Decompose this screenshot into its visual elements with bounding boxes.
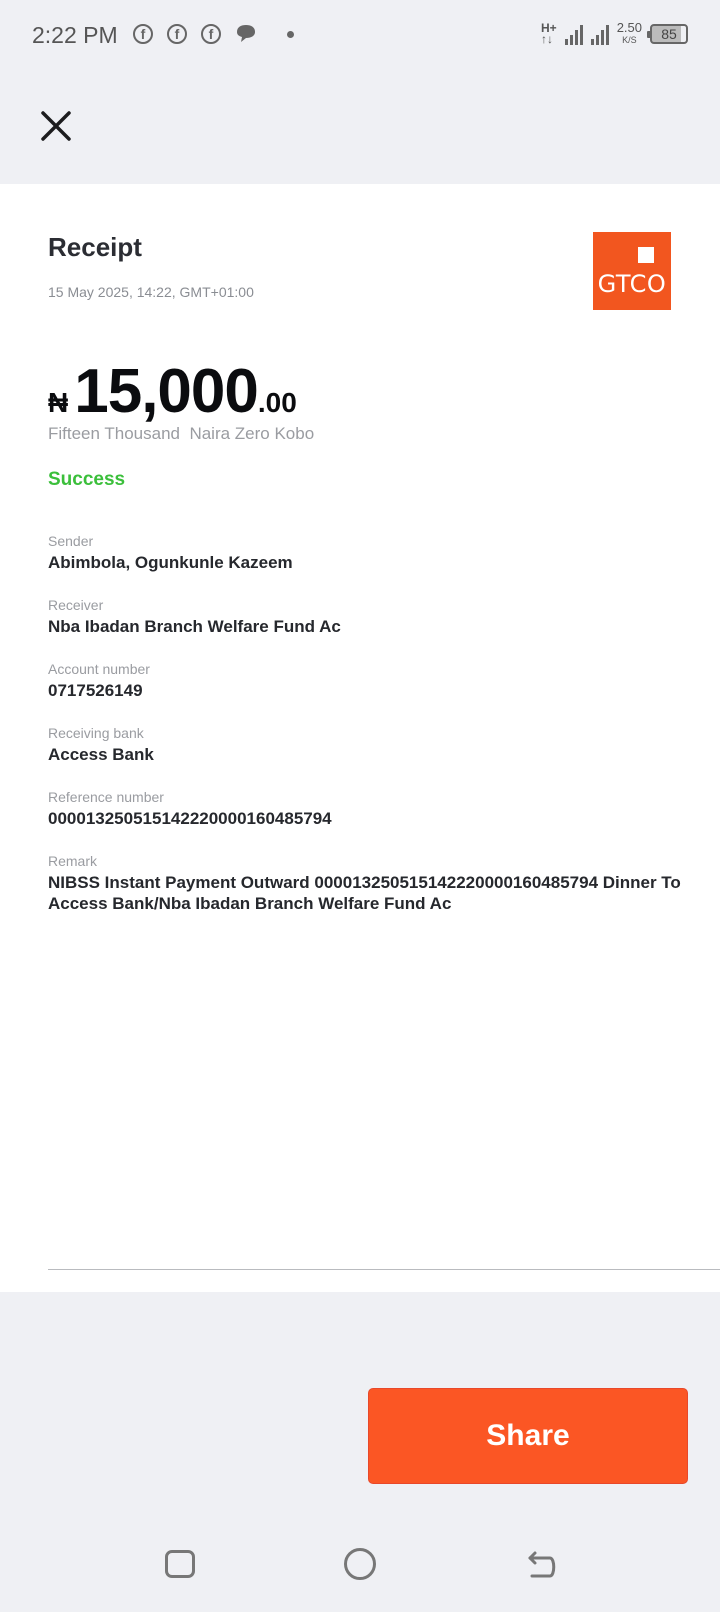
divider (48, 1269, 720, 1270)
field-value: 000013250515142220000160485794 (48, 809, 332, 828)
field-label: Remark (48, 853, 98, 869)
field-label: Reference number (48, 789, 164, 805)
field-sender (48, 530, 716, 594)
home-icon[interactable] (344, 1548, 376, 1580)
more-notifications-dot-icon (287, 31, 294, 38)
network-type (541, 23, 557, 45)
battery-level: 85 (661, 26, 677, 42)
receipt-title: Receipt (48, 232, 142, 262)
battery-icon (650, 24, 688, 44)
navigation-bar (0, 1530, 720, 1600)
field-account-number (48, 658, 716, 722)
transaction-details (48, 530, 716, 914)
field-label: Account number (48, 661, 150, 677)
network-speed-unit: K/S (622, 35, 637, 45)
field-value: Abimbola, Ogunkunle Kazeem (48, 553, 293, 572)
currency-symbol: ₦ (48, 387, 69, 418)
amount-decimal: .00 (257, 387, 297, 418)
field-label: Receiving bank (48, 725, 144, 741)
signal-strength-icon (565, 23, 583, 45)
network-speed (617, 22, 642, 46)
amount-whole: 15,000 (74, 357, 258, 426)
field-receiver (48, 594, 716, 658)
network-speed-value: 2.50 (616, 20, 642, 35)
field-value: Access Bank (48, 745, 154, 764)
receipt-datetime: 15 May 2025, 14:22, GMT+01:00 (48, 284, 254, 300)
receipt-card (0, 184, 720, 1292)
recent-apps-icon[interactable] (165, 1550, 195, 1578)
field-label: Sender (48, 533, 94, 549)
field-label: Receiver (48, 597, 104, 613)
field-value: Nba Ibadan Branch Welfare Fund Ac (48, 617, 341, 636)
notification-icons (133, 24, 294, 44)
amount (48, 356, 297, 427)
status-badge: Success (48, 469, 126, 490)
field-remark (48, 850, 716, 914)
field-receiving-bank (48, 722, 716, 786)
field-reference-number (48, 786, 716, 850)
status-time: 2:22 PM (32, 22, 118, 48)
network-type-label: H+ (541, 21, 557, 35)
logo-square (638, 247, 654, 263)
amount-in-words: Fifteen Thousand Naira Zero Kobo (48, 424, 315, 443)
facebook-icon: f (201, 24, 221, 44)
field-value: NIBSS Instant Payment Outward 000013250515142220000160485794 Dinner To Access Bank/Nba Ibadan Branch Welfare Fund Ac (48, 873, 681, 913)
logo-text: GTCO (597, 270, 667, 298)
field-value: 0717526149 (48, 681, 143, 700)
gtco-logo (593, 232, 671, 310)
facebook-icon: f (133, 24, 153, 44)
signal-strength-icon (591, 23, 609, 45)
close-icon[interactable] (38, 108, 74, 144)
chat-bubble-icon (235, 24, 257, 44)
system-icons (541, 22, 688, 46)
status-bar (0, 0, 720, 72)
back-icon[interactable] (524, 1548, 558, 1582)
share-button[interactable]: Share (368, 1388, 688, 1484)
network-activity-arrows: ↑↓ (541, 32, 553, 46)
facebook-icon: f (167, 24, 187, 44)
